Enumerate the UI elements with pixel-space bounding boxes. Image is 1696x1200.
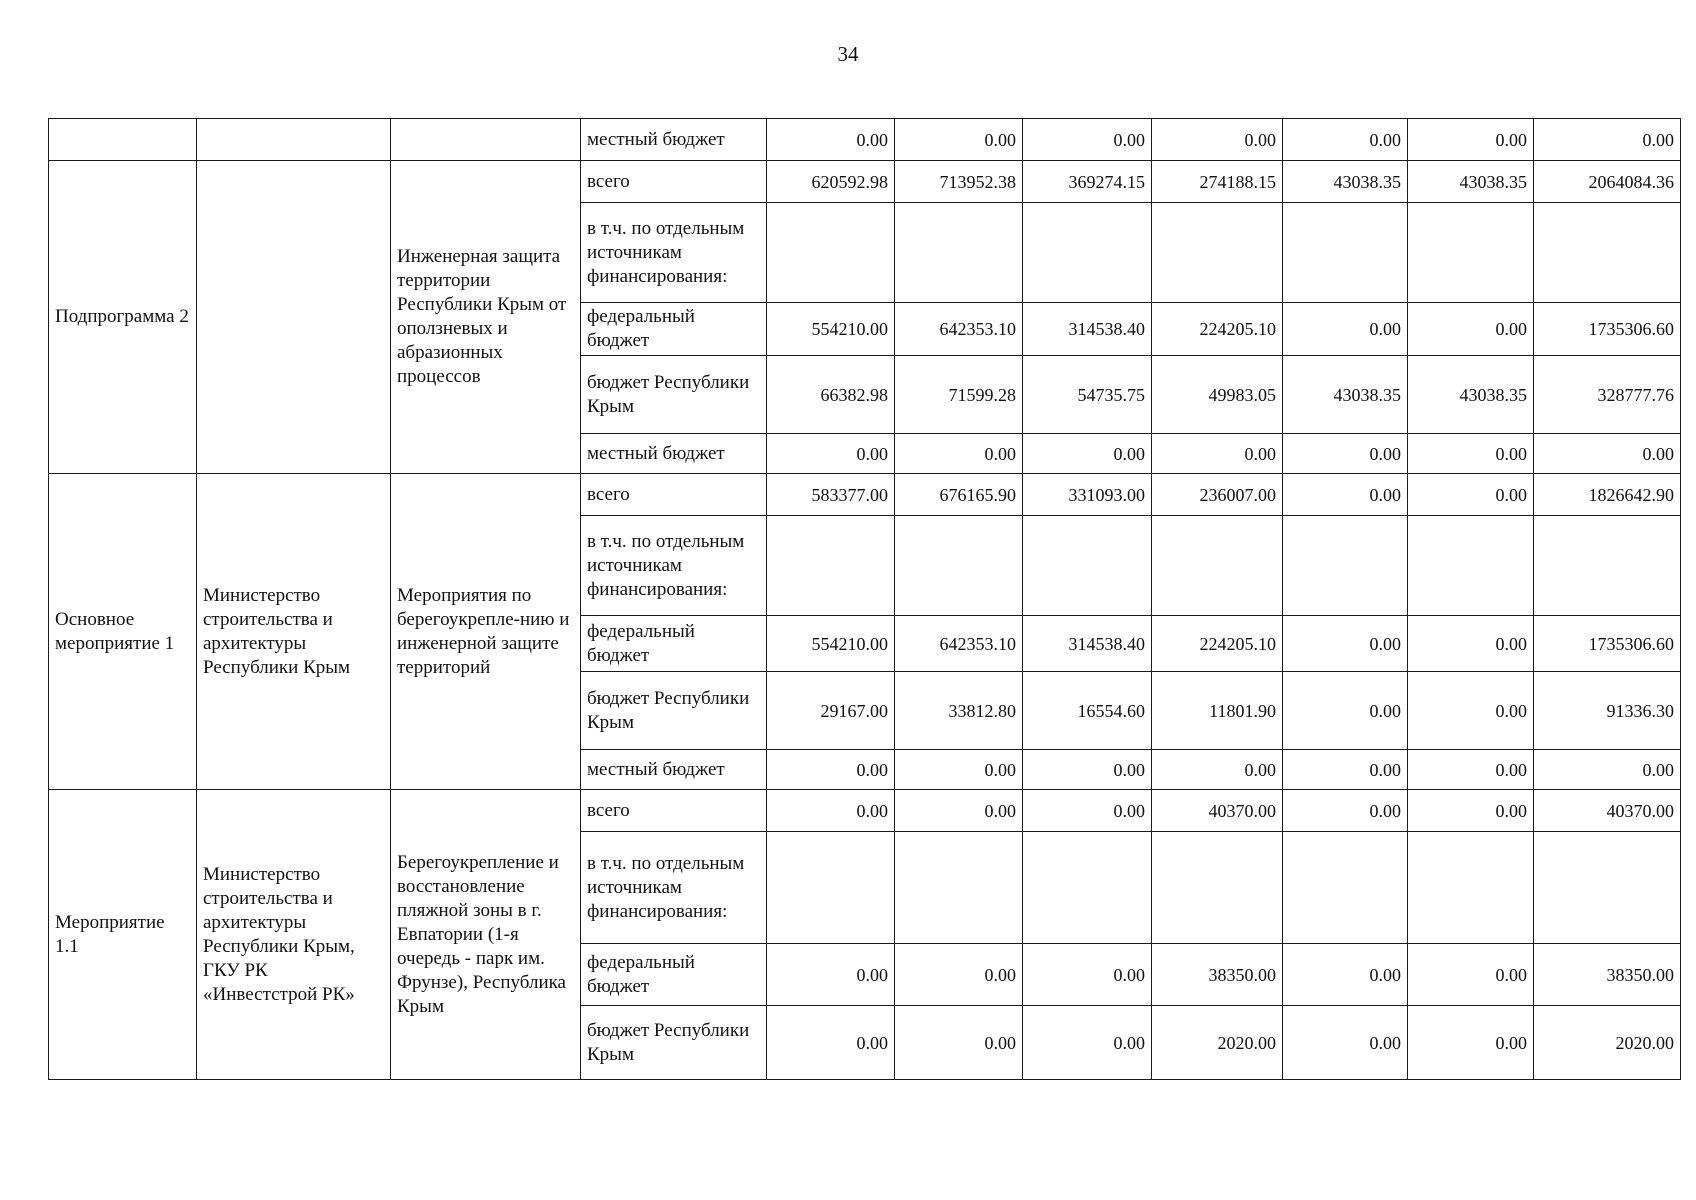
value-cell <box>767 832 895 944</box>
value-cell <box>1534 516 1681 616</box>
value-cell: 642353.10 <box>895 303 1023 356</box>
value-cell: 0.00 <box>1283 944 1408 1006</box>
value-cell: 0.00 <box>1408 303 1534 356</box>
value-cell <box>1283 832 1408 944</box>
value-cell: 0.00 <box>1408 119 1534 161</box>
value-cell: 713952.38 <box>895 161 1023 203</box>
table-row <box>49 474 1681 516</box>
value-cell: 43038.35 <box>1283 161 1408 203</box>
value-cell: 43038.35 <box>1283 356 1408 434</box>
value-cell: 0.00 <box>1534 434 1681 474</box>
value-cell: 0.00 <box>767 944 895 1006</box>
value-cell: 38350.00 <box>1152 944 1283 1006</box>
value-cell: 66382.98 <box>767 356 895 434</box>
value-cell: 49983.05 <box>1152 356 1283 434</box>
executor-cell: Министерство строительства и архитектуры Республики Крым, ГКУ РК «Инвестстрой РК» <box>197 790 391 1080</box>
value-cell: 0.00 <box>1283 474 1408 516</box>
funding-source-cell: бюджет Республики Крым <box>581 356 767 434</box>
table-row <box>49 119 1681 161</box>
value-cell: 71599.28 <box>895 356 1023 434</box>
value-cell: 0.00 <box>1283 1006 1408 1080</box>
table-row <box>49 161 1681 203</box>
program-name-cell: Инженерная защита территории Республики Крым от оползневых и абразионных процессов <box>391 161 581 474</box>
value-cell <box>895 516 1023 616</box>
value-cell: 0.00 <box>895 750 1023 790</box>
executor-cell <box>197 119 391 161</box>
value-cell: 0.00 <box>1023 119 1152 161</box>
value-cell: 0.00 <box>1408 944 1534 1006</box>
value-cell <box>1283 516 1408 616</box>
value-cell <box>767 516 895 616</box>
value-cell: 0.00 <box>1408 1006 1534 1080</box>
value-cell <box>1408 203 1534 303</box>
value-cell: 0.00 <box>1408 750 1534 790</box>
table-row <box>49 790 1681 832</box>
value-cell: 0.00 <box>1283 672 1408 750</box>
value-cell: 2020.00 <box>1534 1006 1681 1080</box>
value-cell: 274188.15 <box>1152 161 1283 203</box>
value-cell <box>895 832 1023 944</box>
value-cell: 43038.35 <box>1408 161 1534 203</box>
value-cell: 554210.00 <box>767 303 895 356</box>
value-cell: 0.00 <box>767 790 895 832</box>
value-cell: 0.00 <box>1152 119 1283 161</box>
value-cell: 91336.30 <box>1534 672 1681 750</box>
value-cell: 0.00 <box>895 944 1023 1006</box>
value-cell: 1735306.60 <box>1534 616 1681 672</box>
value-cell: 0.00 <box>1023 434 1152 474</box>
value-cell: 33812.80 <box>895 672 1023 750</box>
funding-source-cell: всего <box>581 161 767 203</box>
program-code-cell: Основное мероприятие 1 <box>49 474 197 790</box>
value-cell <box>1408 832 1534 944</box>
value-cell: 1735306.60 <box>1534 303 1681 356</box>
funding-source-cell: местный бюджет <box>581 119 767 161</box>
value-cell: 620592.98 <box>767 161 895 203</box>
value-cell: 0.00 <box>1283 119 1408 161</box>
value-cell: 328777.76 <box>1534 356 1681 434</box>
value-cell: 0.00 <box>767 119 895 161</box>
value-cell: 0.00 <box>1408 616 1534 672</box>
funding-source-cell: местный бюджет <box>581 434 767 474</box>
value-cell: 236007.00 <box>1152 474 1283 516</box>
funding-source-cell: федеральный бюджет <box>581 303 767 356</box>
value-cell <box>767 203 895 303</box>
value-cell: 0.00 <box>1408 474 1534 516</box>
value-cell <box>1152 516 1283 616</box>
value-cell: 0.00 <box>1023 944 1152 1006</box>
program-name-cell: Мероприятия по берегоукрепле-нию и инженерной защите территорий <box>391 474 581 790</box>
value-cell: 54735.75 <box>1023 356 1152 434</box>
value-cell: 0.00 <box>1283 303 1408 356</box>
value-cell: 369274.15 <box>1023 161 1152 203</box>
funding-source-cell: федеральный бюджет <box>581 944 767 1006</box>
value-cell: 0.00 <box>1534 119 1681 161</box>
value-cell <box>1534 832 1681 944</box>
program-code-cell: Подпрограмма 2 <box>49 161 197 474</box>
funding-source-cell: бюджет Республики Крым <box>581 1006 767 1080</box>
value-cell: 11801.90 <box>1152 672 1283 750</box>
program-name-cell: Берегоукрепление и восстановление пляжной зоны в г. Евпатории (1-я очередь - парк им. Фрунзе), Республика Крым <box>391 790 581 1080</box>
value-cell: 224205.10 <box>1152 303 1283 356</box>
value-cell: 0.00 <box>1152 434 1283 474</box>
value-cell: 331093.00 <box>1023 474 1152 516</box>
code-cell <box>49 119 197 161</box>
value-cell: 583377.00 <box>767 474 895 516</box>
value-cell <box>1023 203 1152 303</box>
value-cell: 1826642.90 <box>1534 474 1681 516</box>
funding-source-cell: федеральный бюджет <box>581 616 767 672</box>
value-cell: 0.00 <box>1283 434 1408 474</box>
value-cell: 0.00 <box>895 434 1023 474</box>
name-cell <box>391 119 581 161</box>
value-cell: 0.00 <box>1023 1006 1152 1080</box>
value-cell: 0.00 <box>1283 616 1408 672</box>
value-cell <box>1023 832 1152 944</box>
value-cell: 314538.40 <box>1023 616 1152 672</box>
budget-table <box>48 118 1681 1080</box>
value-cell: 40370.00 <box>1152 790 1283 832</box>
value-cell: 224205.10 <box>1152 616 1283 672</box>
value-cell: 554210.00 <box>767 616 895 672</box>
value-cell <box>895 203 1023 303</box>
value-cell <box>1408 516 1534 616</box>
value-cell: 0.00 <box>1408 434 1534 474</box>
value-cell: 0.00 <box>1534 750 1681 790</box>
value-cell <box>1023 516 1152 616</box>
value-cell: 642353.10 <box>895 616 1023 672</box>
funding-source-cell: всего <box>581 790 767 832</box>
value-cell: 29167.00 <box>767 672 895 750</box>
funding-source-cell: всего <box>581 474 767 516</box>
value-cell: 0.00 <box>1283 750 1408 790</box>
value-cell <box>1152 203 1283 303</box>
value-cell: 43038.35 <box>1408 356 1534 434</box>
value-cell: 0.00 <box>895 119 1023 161</box>
funding-source-cell: в т.ч. по отдельным источникам финансирования: <box>581 832 767 944</box>
value-cell: 0.00 <box>767 434 895 474</box>
value-cell <box>1283 203 1408 303</box>
funding-source-cell: в т.ч. по отдельным источникам финансирования: <box>581 516 767 616</box>
executor-cell: Министерство строительства и архитектуры Республики Крым <box>197 474 391 790</box>
funding-source-cell: местный бюджет <box>581 750 767 790</box>
value-cell: 0.00 <box>1283 790 1408 832</box>
value-cell: 0.00 <box>1152 750 1283 790</box>
value-cell: 0.00 <box>767 750 895 790</box>
page-number: 34 <box>837 42 859 66</box>
value-cell <box>1152 832 1283 944</box>
funding-source-cell: в т.ч. по отдельным источникам финансирования: <box>581 203 767 303</box>
value-cell: 0.00 <box>1408 790 1534 832</box>
value-cell: 40370.00 <box>1534 790 1681 832</box>
value-cell <box>1534 203 1681 303</box>
value-cell: 2020.00 <box>1152 1006 1283 1080</box>
value-cell: 0.00 <box>895 1006 1023 1080</box>
value-cell: 2064084.36 <box>1534 161 1681 203</box>
funding-source-cell: бюджет Республики Крым <box>581 672 767 750</box>
value-cell: 676165.90 <box>895 474 1023 516</box>
executor-cell <box>197 161 391 474</box>
value-cell: 0.00 <box>895 790 1023 832</box>
value-cell: 0.00 <box>767 1006 895 1080</box>
value-cell: 0.00 <box>1408 672 1534 750</box>
value-cell: 38350.00 <box>1534 944 1681 1006</box>
value-cell: 16554.60 <box>1023 672 1152 750</box>
value-cell: 0.00 <box>1023 790 1152 832</box>
value-cell: 0.00 <box>1023 750 1152 790</box>
value-cell: 314538.40 <box>1023 303 1152 356</box>
program-code-cell: Мероприятие 1.1 <box>49 790 197 1080</box>
